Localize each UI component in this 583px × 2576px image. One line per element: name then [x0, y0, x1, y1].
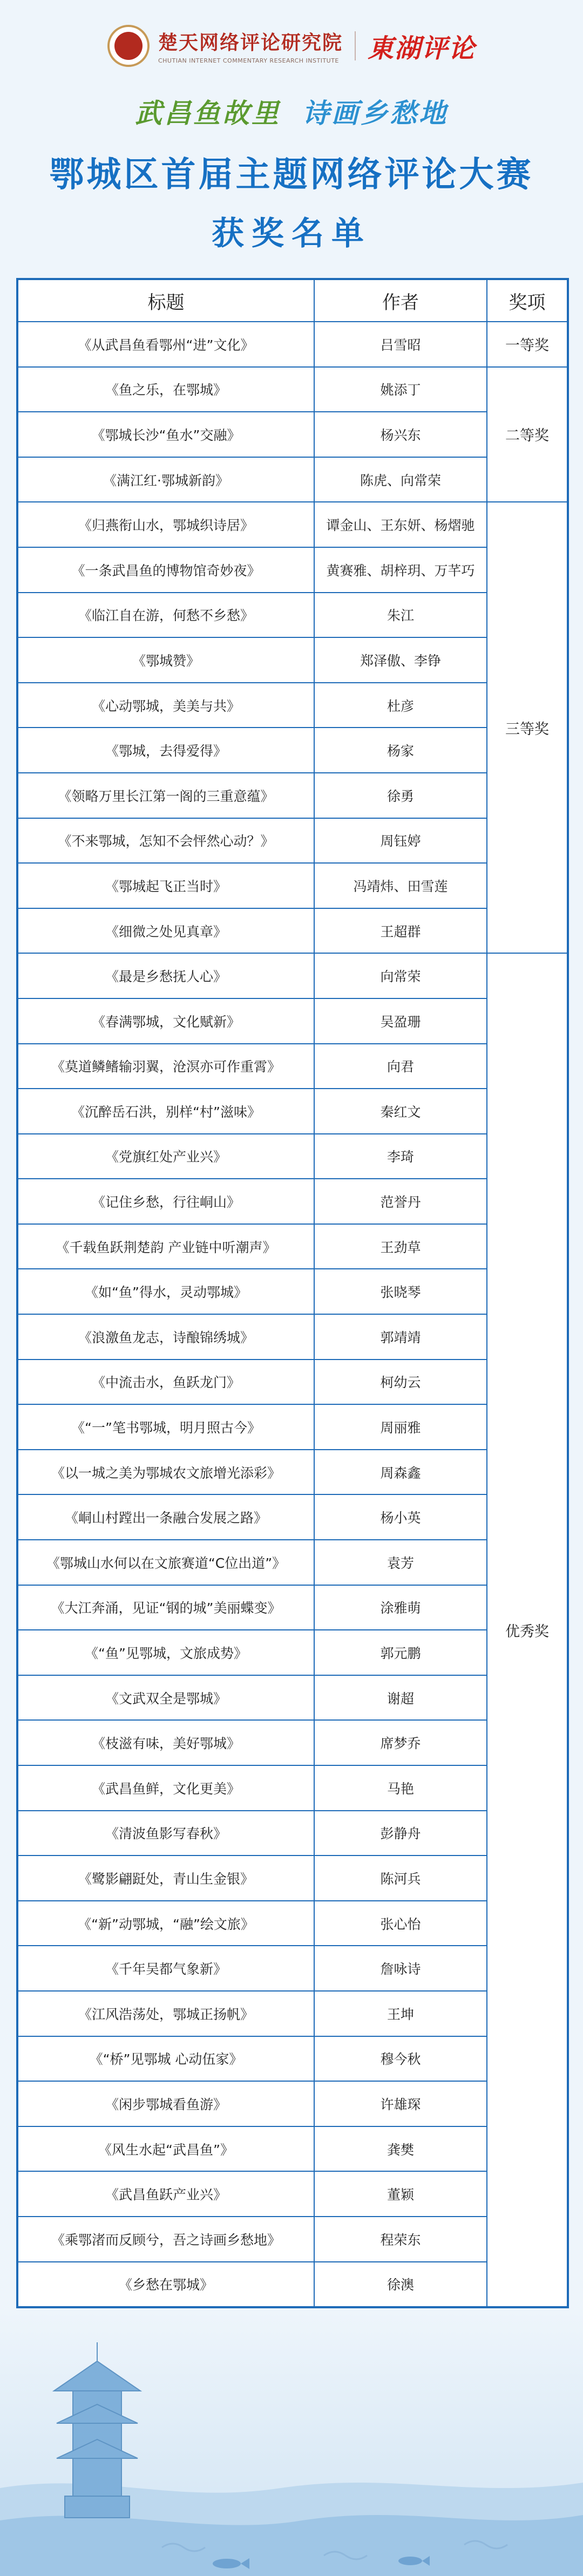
entry-author: 席梦乔 — [314, 1720, 487, 1765]
entry-title: 《武昌鱼鲜，文化更美》 — [17, 1765, 314, 1811]
entry-title: 《莫道鳞鳍输羽翼，沧溟亦可作重霄》 — [17, 1044, 314, 1089]
entry-title: 《“新”动鄂城，“融”绘文旅》 — [17, 1901, 314, 1946]
header-award: 奖项 — [487, 279, 568, 322]
entry-author: 程荣东 — [314, 2217, 487, 2262]
entry-author: 郭元鹏 — [314, 1630, 487, 1675]
entry-title: 《中流击水，鱼跃龙门》 — [17, 1360, 314, 1405]
award-excellent: 优秀奖 — [487, 953, 568, 2307]
table-row — [17, 1540, 568, 1585]
entry-title: 《沉醉岳石洪，别样“村”滋味》 — [17, 1089, 314, 1134]
table-row — [17, 1224, 568, 1269]
page-title: 鄂城区首届主题网络评论大赛 — [49, 154, 534, 195]
entry-title: 《“一”笔书鄂城，明月照古今》 — [17, 1404, 314, 1450]
entry-author: 袁芳 — [314, 1540, 487, 1585]
entry-author: 杨小英 — [314, 1494, 487, 1540]
table-row — [17, 908, 568, 954]
slogan-part-1: 武昌鱼故里 — [135, 97, 281, 129]
entry-author: 张晓琴 — [314, 1269, 487, 1314]
table-row — [17, 1494, 568, 1540]
entry-author: 李琦 — [314, 1134, 487, 1179]
table-row — [17, 547, 568, 593]
table-row — [17, 1179, 568, 1224]
table-row — [17, 457, 568, 502]
entry-title: 《千年吴都气象新》 — [17, 1946, 314, 1991]
table-row — [17, 773, 568, 818]
header-author: 作者 — [314, 279, 487, 322]
table-row — [17, 2081, 568, 2126]
table-row — [17, 1585, 568, 1630]
table-row — [17, 1089, 568, 1134]
entry-author: 徐勇 — [314, 773, 487, 818]
entry-title: 《鱼之乐，在鄂城》 — [17, 367, 314, 412]
entry-title: 《临江自在游，何愁不乡愁》 — [17, 593, 314, 638]
table-row — [17, 2217, 568, 2262]
org-name-en: CHUTIAN INTERNET COMMENTARY RESEARCH INSTITUTE — [158, 57, 339, 64]
table-row — [17, 1630, 568, 1675]
entry-author: 陈虎、向常荣 — [314, 457, 487, 502]
entry-title: 《党旗红处产业兴》 — [17, 1134, 314, 1179]
entry-author: 张心怡 — [314, 1901, 487, 1946]
table-row — [17, 1720, 568, 1765]
table-row — [17, 1314, 568, 1360]
table-row — [17, 2036, 568, 2082]
entry-title: 《一条武昌鱼的博物馆奇妙夜》 — [17, 547, 314, 593]
entry-title: 《从武昌鱼看鄂州“进”文化》 — [17, 322, 314, 367]
entry-title: 《风生水起“武昌鱼”》 — [17, 2126, 314, 2172]
table-row — [17, 1450, 568, 1495]
entry-author: 龚樊 — [314, 2126, 487, 2172]
entry-title: 《满江红·鄂城新韵》 — [17, 457, 314, 502]
table-row — [17, 412, 568, 457]
entry-author: 徐澳 — [314, 2262, 487, 2308]
entry-title: 《乘鄂渚而反顾兮，吾之诗画乡愁地》 — [17, 2217, 314, 2262]
entry-author: 黄赛雅、胡梓玥、万芊巧 — [314, 547, 487, 593]
entry-author: 谢超 — [314, 1675, 487, 1721]
table-row — [17, 728, 568, 773]
table-row — [17, 367, 568, 412]
entry-author: 杨兴东 — [314, 412, 487, 457]
brand-divider — [355, 31, 356, 60]
table-row — [17, 863, 568, 908]
entry-author: 陈河兵 — [314, 1855, 487, 1901]
entry-author: 冯靖炜、田雪莲 — [314, 863, 487, 908]
page-subtitle: 获奖名单 — [212, 215, 371, 253]
entry-author: 杜彦 — [314, 683, 487, 728]
table-row — [17, 1765, 568, 1811]
entry-title: 《记住乡愁，行往峒山》 — [17, 1179, 314, 1224]
entry-author: 向君 — [314, 1044, 487, 1089]
entry-title: 《春满鄂城，文化赋新》 — [17, 998, 314, 1044]
entry-title: 《归燕衔山水，鄂城织诗居》 — [17, 502, 314, 547]
table-row — [17, 637, 568, 683]
entry-title: 《最是乡愁抚人心》 — [17, 953, 314, 998]
entry-author: 朱江 — [314, 593, 487, 638]
entry-title: 《武昌鱼跃产业兴》 — [17, 2171, 314, 2217]
brand-logo-text: 東湖评论 — [368, 33, 476, 64]
table-row — [17, 1675, 568, 1721]
entry-title: 《“桥”见鄂城 心动伍家》 — [17, 2036, 314, 2082]
entry-author: 詹咏诗 — [314, 1946, 487, 1991]
table-row — [17, 1946, 568, 1991]
table-row — [17, 1134, 568, 1179]
slogan — [0, 92, 583, 131]
org-name: 楚天网络评论研究院 — [158, 31, 343, 54]
award-second: 二等奖 — [487, 367, 568, 502]
entry-author: 郑泽傲、李铮 — [314, 637, 487, 683]
table-row — [17, 953, 568, 998]
table-row — [17, 593, 568, 638]
table-row — [17, 818, 568, 864]
entry-author: 董颖 — [314, 2171, 487, 2217]
institute-seal-icon — [107, 25, 150, 67]
award-third: 三等奖 — [487, 502, 568, 953]
entry-author: 向常荣 — [314, 953, 487, 998]
entry-author: 周丽雅 — [314, 1404, 487, 1450]
table-row — [17, 1360, 568, 1405]
entry-title: 《如“鱼”得水，灵动鄂城》 — [17, 1269, 314, 1314]
table-row — [17, 2171, 568, 2217]
entry-author: 王超群 — [314, 908, 487, 954]
entry-title: 《鄂城山水何以在文旅赛道“C位出道”》 — [17, 1540, 314, 1585]
entry-title: 《“鱼”见鄂城，文旅成势》 — [17, 1630, 314, 1675]
entry-title: 《鄂城，去得爱得》 — [17, 728, 314, 773]
table-row — [17, 998, 568, 1044]
entry-author: 柯幼云 — [314, 1360, 487, 1405]
table-row — [17, 683, 568, 728]
entry-author: 郭靖靖 — [314, 1314, 487, 1360]
entry-title: 《峒山村蹚出一条融合发展之路》 — [17, 1494, 314, 1540]
entry-title: 《鄂城长沙“鱼水”交融》 — [17, 412, 314, 457]
entry-title: 《大江奔涌，见证“钢的城”美丽蝶变》 — [17, 1585, 314, 1630]
entry-author: 彭静舟 — [314, 1811, 487, 1856]
entry-author: 周钰婷 — [314, 818, 487, 864]
header-title: 标题 — [17, 279, 314, 322]
entry-author: 吕雪昭 — [314, 322, 487, 367]
entry-title: 《文武双全是鄂城》 — [17, 1675, 314, 1721]
table-row — [17, 1901, 568, 1946]
entry-author: 秦红文 — [314, 1089, 487, 1134]
table-row — [17, 1044, 568, 1089]
table-row — [17, 1404, 568, 1450]
table-row — [17, 1855, 568, 1901]
entry-title: 《千载鱼跃荆楚韵 产业链中听潮声》 — [17, 1224, 314, 1269]
brand-bar — [0, 25, 583, 67]
entry-title: 《乡愁在鄂城》 — [17, 2262, 314, 2308]
entry-author: 涂雅萌 — [314, 1585, 487, 1630]
entry-title: 《以一城之美为鄂城农文旅增光添彩》 — [17, 1450, 314, 1495]
entry-author: 周森鑫 — [314, 1450, 487, 1495]
entry-title: 《鄂城起飞正当时》 — [17, 863, 314, 908]
table-row — [17, 322, 568, 367]
entry-author: 姚添丁 — [314, 367, 487, 412]
table-row — [17, 1811, 568, 1856]
table-row — [17, 2126, 568, 2172]
slogan-part-2: 诗画乡愁地 — [302, 97, 448, 129]
entry-title: 《细微之处见真章》 — [17, 908, 314, 954]
entry-title: 《心动鄂城，美美与共》 — [17, 683, 314, 728]
entry-author: 谭金山、王东妍、杨熠驰 — [314, 502, 487, 547]
entry-author: 王劲草 — [314, 1224, 487, 1269]
entry-author: 许雄琛 — [314, 2081, 487, 2126]
entry-author: 吴盈珊 — [314, 998, 487, 1044]
entry-author: 王坤 — [314, 1991, 487, 2036]
entry-title: 《闲步鄂城看鱼游》 — [17, 2081, 314, 2126]
entry-title: 《不来鄂城，怎知不会怦然心动？》 — [17, 818, 314, 864]
award-table — [16, 278, 569, 2308]
entry-title: 《浪激鱼龙志，诗酿锦绣城》 — [17, 1314, 314, 1360]
entry-title: 《枝滋有味，美好鄂城》 — [17, 1720, 314, 1765]
entry-author: 马艳 — [314, 1765, 487, 1811]
table-row — [17, 2262, 568, 2308]
table-row — [17, 1269, 568, 1314]
table-row — [17, 1991, 568, 2036]
entry-author: 杨家 — [314, 728, 487, 773]
entry-title: 《江风浩荡处，鄂城正扬帆》 — [17, 1991, 314, 2036]
pagoda-tower-illustration — [0, 2310, 583, 2576]
entry-title: 《鄂城赞》 — [17, 637, 314, 683]
entry-title: 《鹭影翩跹处，青山生金银》 — [17, 1855, 314, 1901]
entry-title: 《清波鱼影写春秋》 — [17, 1811, 314, 1856]
entry-author: 范誉丹 — [314, 1179, 487, 1224]
entry-title: 《领略万里长江第一阁的三重意蕴》 — [17, 773, 314, 818]
brand-text — [158, 28, 343, 64]
entry-author: 穆今秋 — [314, 2036, 487, 2082]
table-row — [17, 502, 568, 547]
award-first: 一等奖 — [487, 322, 568, 367]
table-header-row — [17, 279, 568, 322]
